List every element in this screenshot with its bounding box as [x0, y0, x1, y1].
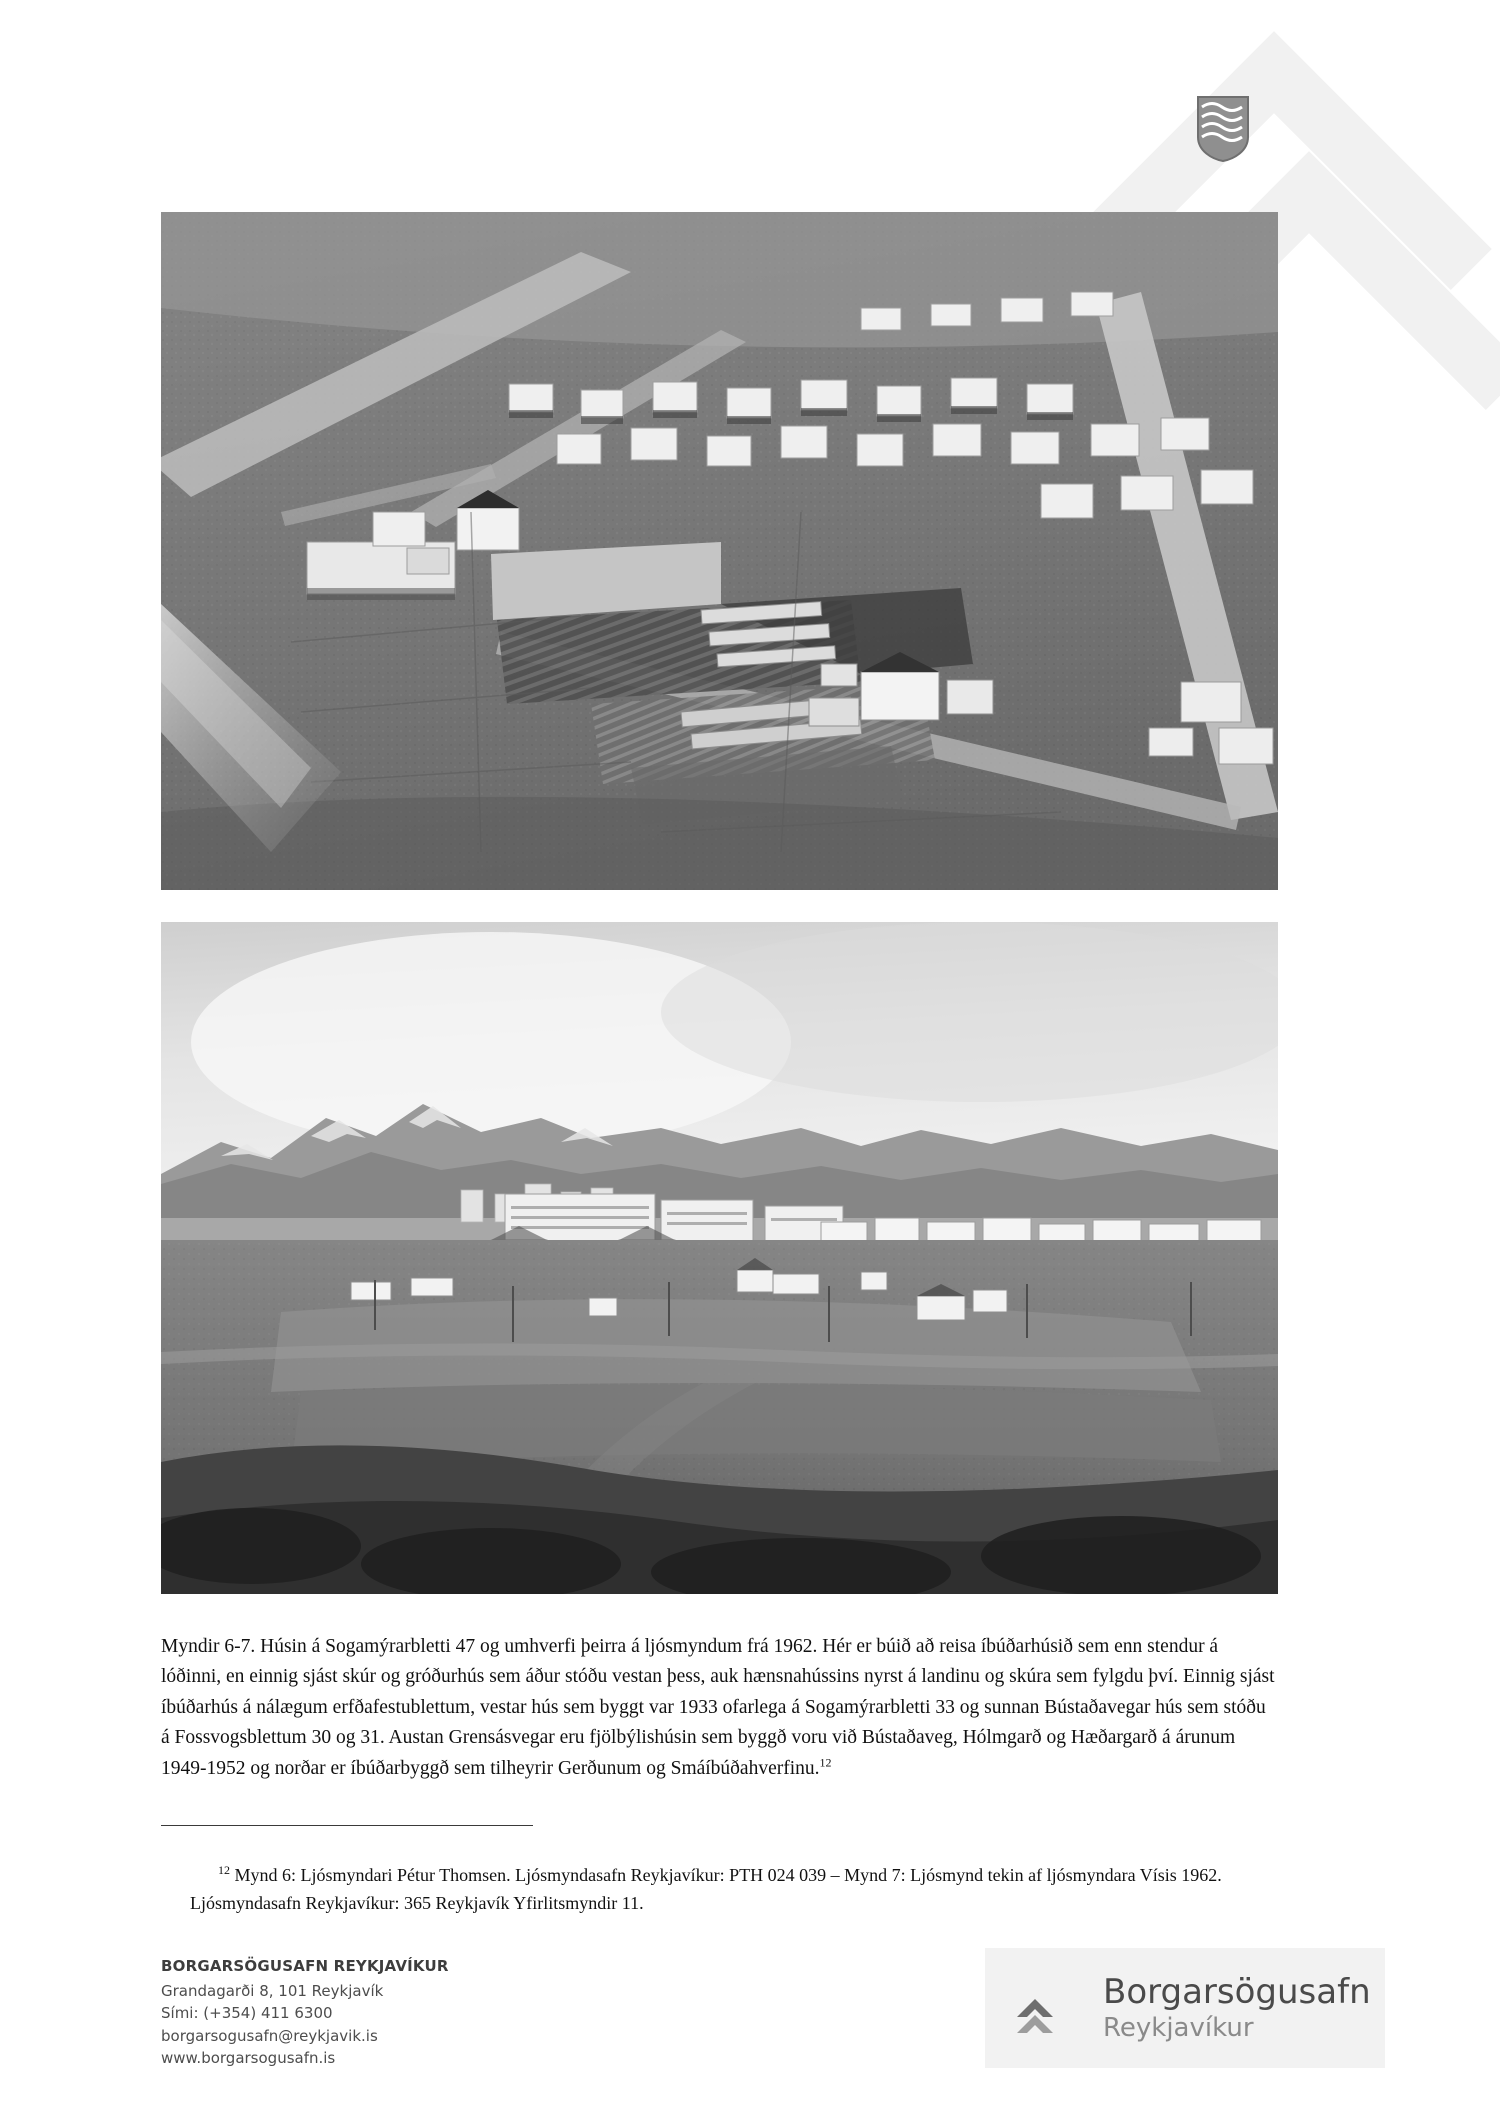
footer-contact	[161, 1955, 449, 2070]
logo-wordmark-line2: Reykjavíkur	[1103, 2013, 1254, 2043]
aerial-photograph-1962	[161, 212, 1278, 890]
logo-wordmark-line1: Borgarsögusafn	[1103, 1972, 1371, 2012]
caption-label: Myndir 6-7.	[161, 1635, 256, 1657]
footer-website[interactable]: www.borgarsogusafn.is	[161, 2049, 336, 2067]
caption-footnote-marker: 12	[819, 1755, 832, 1769]
panorama-photograph-1962	[161, 922, 1278, 1594]
caption-text: Húsin á Sogamýrarbletti 47 og umhverfi þeirra á ljósmyndum frá 1962. Hér er búið að reisa íbúðarhúsið sem enn stendur á lóðinni, en einnig sjást skúr og gróðurhús sem áður stóðu vestan þess, auk hænsnahússins nyrst á landinu og skúra sem fylgdu því. Einnig sjást íbúðarhús á nálægum erfðafestublettum, vestar hús sem byggt var 1933 ofarlega á Sogamýrarbletti 33 og sunnan Bústaðavegar hús sem stóðu á Fossvogsblettum 30 og 31. Austan Grensásvegar eru fjölbýlishúsin sem byggð voru við Bústaðaveg, Hólmgarð og Hæðargarð á árunum 1949-1952 og norðar er íbúðarbyggð sem tilheyrir Gerðunum og Smáíbúðahverfinu.	[161, 1635, 1275, 1779]
footer-email[interactable]: borgarsogusafn@reykjavik.is	[161, 2026, 378, 2045]
footer-organization: BORGARSÖGUSAFN REYKJAVÍKUR	[161, 1957, 449, 1975]
reykjavik-coat-of-arms-icon	[1196, 95, 1250, 163]
footnote-text: Mynd 6: Ljósmyndari Pétur Thomsen. Ljósmyndasafn Reykjavíkur: PTH 024 039 – Mynd 7: Ljósmynd tekin af ljósmyndara Vísis 1962. Ljósmyndasafn Reykjavíkur: 365 Reykjavík Yfirlitsmyndir 11.	[190, 1865, 1222, 1913]
figure-caption	[161, 1632, 1278, 1785]
footnote-separator	[161, 1825, 533, 1826]
borgarsogusafn-logo-icon	[1009, 1977, 1085, 2039]
footnote-marker: 12	[218, 1863, 230, 1877]
footnote	[190, 1861, 1280, 1917]
footer-address: Grandagarði 8, 101 Reykjavík	[161, 1981, 384, 2000]
footer-phone: Sími: (+354) 411 6300	[161, 2004, 333, 2022]
footer-logo	[985, 1948, 1385, 2068]
